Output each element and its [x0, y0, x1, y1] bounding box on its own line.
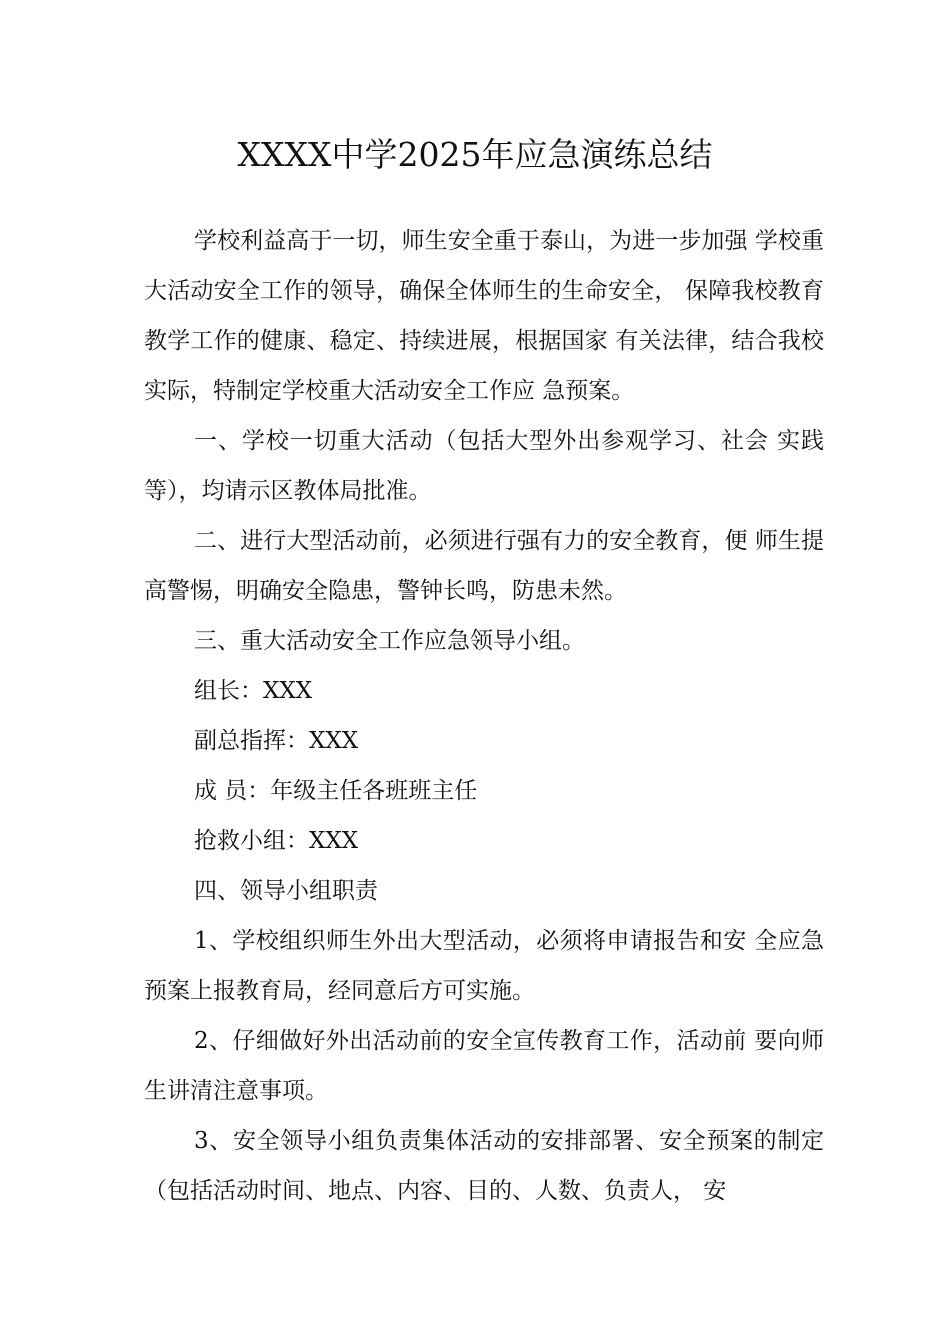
document-body	[144, 216, 824, 1216]
paragraph-deputy: 副总指挥：XXX	[194, 728, 359, 754]
paragraph-section-1: 一、学校一切重大活动（包括大型外出参观学习、社会 实践等），均请示区教体局批准。	[144, 428, 824, 504]
paragraph-section-4: 四、领导小组职责	[194, 878, 378, 904]
paragraph-duty-2: 2、仔细做好外出活动前的安全宣传教育工作，活动前 要向师生讲清注意事项。	[144, 1028, 824, 1104]
paragraph-section-3: 三、重大活动安全工作应急领导小组。	[194, 628, 585, 654]
paragraph-members: 成 员：年级主任各班班主任	[194, 778, 478, 804]
paragraph-section-2: 二、进行大型活动前，必须进行强有力的安全教育，便 师生提高警惕，明确安全隐患，警钟长鸣，防患未然。	[144, 528, 824, 604]
document-title: XXXX中学2025年应急演练总结	[237, 135, 713, 174]
paragraph-leader: 组长：XXX	[194, 678, 313, 704]
paragraph-intro: 学校利益高于一切，师生安全重于泰山，为进一步加强 学校重大活动安全工作的领导，确保全体师生的生命安全， 保障我校教育教学工作的健康、稳定、持续进展，根据国家 有关法律，结合我校实际，特制定学校重大活动安全工作应 急预案。	[144, 228, 824, 404]
paragraph-duty-1: 1、学校组织师生外出大型活动，必须将申请报告和安 全应急预案上报教育局，经同意后方可实施。	[144, 928, 824, 1004]
paragraph-duty-3: 3、安全领导小组负责集体活动的安排部署、安全预案的制定（包括活动时间、地点、内容、目的、人数、负责人， 安	[144, 1128, 824, 1204]
paragraph-rescue-team: 抢救小组：XXX	[194, 828, 359, 854]
